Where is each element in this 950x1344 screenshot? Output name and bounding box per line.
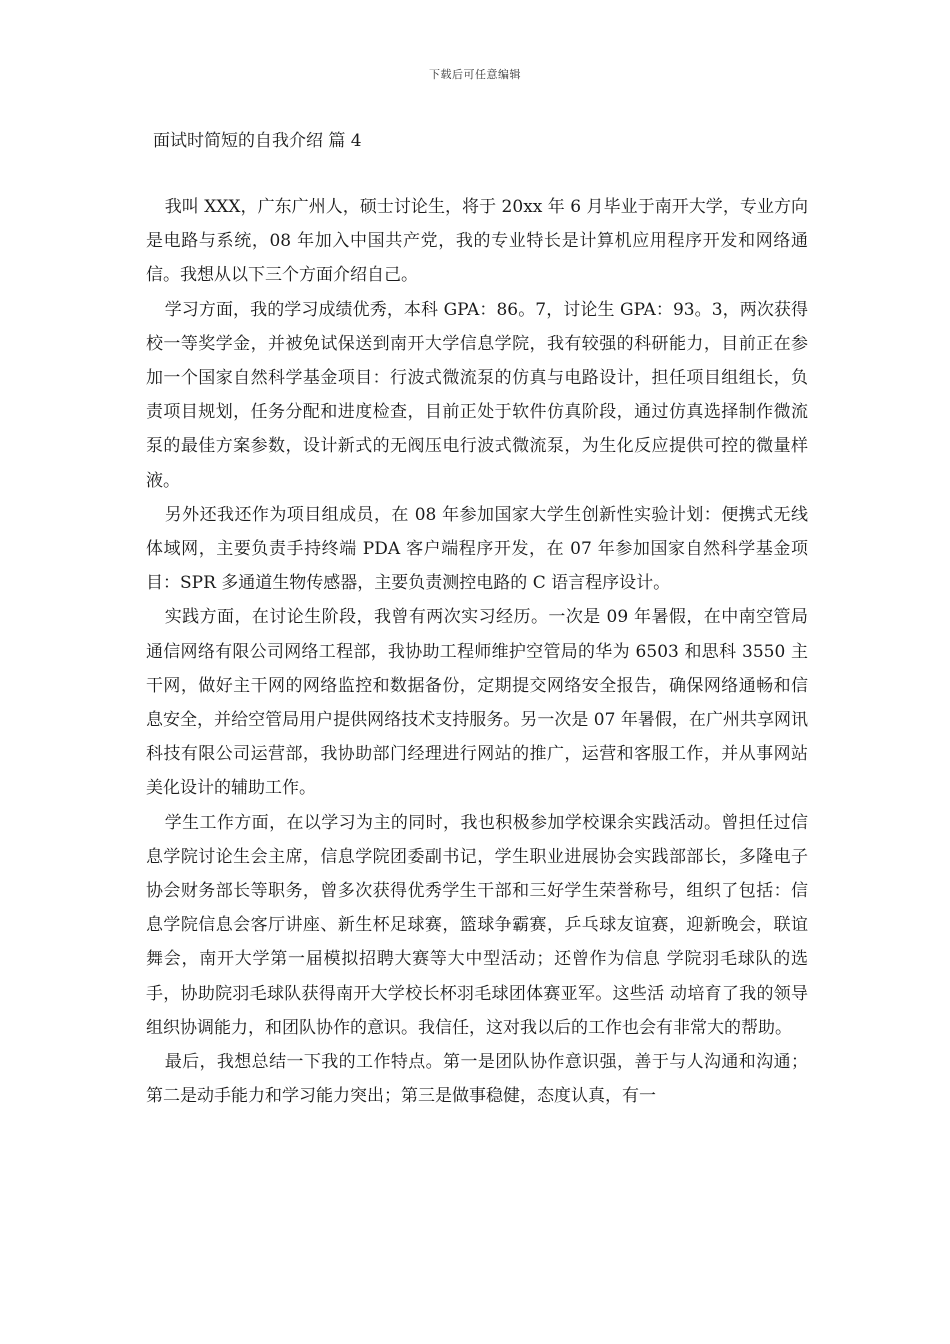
page-header-note: 下载后可任意编辑 xyxy=(429,68,521,81)
paragraph-projects: 另外还我还作为项目组成员，在 08 年参加国家大学生创新性实验计划：便携式无线体域网，主要负责手持终端 PDA 客户端程序开发，在 07 年参加国家自然科学基金项目：SPR 多通道生物传感器，主要负责测控电路的 C 语言程序设计。 xyxy=(146,504,808,594)
paragraph-summary: 最后，我想总结一下我的工作特点。第一是团队协作意识强，善于与人沟通和沟通；第二是动手能力和学习能力突出；第三是做事稳健，态度认真，有一 xyxy=(146,1052,808,1107)
paragraph-student-work: 学生工作方面，在以学习为主的同时，我也积极参加学校课余实践活动。曾担任过信息学院讨论生会主席，信息学院团委副书记，学生职业进展协会实践部部长，多隆电子协会财务部长等职务，曾多次获得优秀学生干部和三好学生荣誉称号，组织了包括：信息学院信息会客厅讲座、新生杯足球赛，篮球争霸赛，乒乓球友谊赛，迎新晚会，联谊舞会，南开大学第一届模拟招聘大赛等大中型活动；还曾作为信息 学院羽毛球队的选手，协助院羽毛球队获得南开大学校长杯羽毛球团体赛亚军。这些活 动培育了我的领导组织协调能力，和团队协作的意识。我信任，这对我以后的工作也会有非常大的帮助。 xyxy=(146,812,808,1038)
paragraph-intro: 我叫 XXX，广东广州人，硕士讨论生，将于 20xx 年 6 月毕业于南开大学，专业方向是电路与系统，08 年加入中国共产党，我的专业特长是计算机应用程序开发和网络通信。我想从以下三个方面介绍自己。 xyxy=(146,197,808,286)
paragraph-study: 学习方面，我的学习成绩优秀，本科 GPA：86。7，讨论生 GPA：93。3，两次获得 校一等奖学金，并被免试保送到南开大学信息学院，我有较强的科研能力，目前正在参加一个国家自然科学基金项目：行波式微流泵的仿真与电路设计，担任项目组组长，负 责项目规划，任务分配和进度检查，目前正处于软件仿真阶段，通过仿真选择制作微流泵的最佳方案参数，设计新式的无阀压电行波式微流泵，为生化反应提供可控的微量样液。 xyxy=(146,299,808,491)
document-body xyxy=(146,190,808,1113)
document-title: 面试时简短的自我介绍 篇 4 xyxy=(153,131,362,151)
paragraph-practice: 实践方面，在讨论生阶段，我曾有两次实习经历。一次是 09 年暑假，在中南空管局通信网络有限公司网络工程部，我协助工程师维护空管局的华为 6503 和思科 3550 主 干网，做好主干网的网络监控和数据备份，定期提交网络安全报告，确保网络通畅和信 息安全，并给空管局用户提供网络技术支持服务。另一次是 07 年暑假，在广州共享网讯 科技有限公司运营部，我协助部门经理进行网站的推广，运营和客服工作，并从事网站美化设计的辅助工作。 xyxy=(146,607,808,799)
